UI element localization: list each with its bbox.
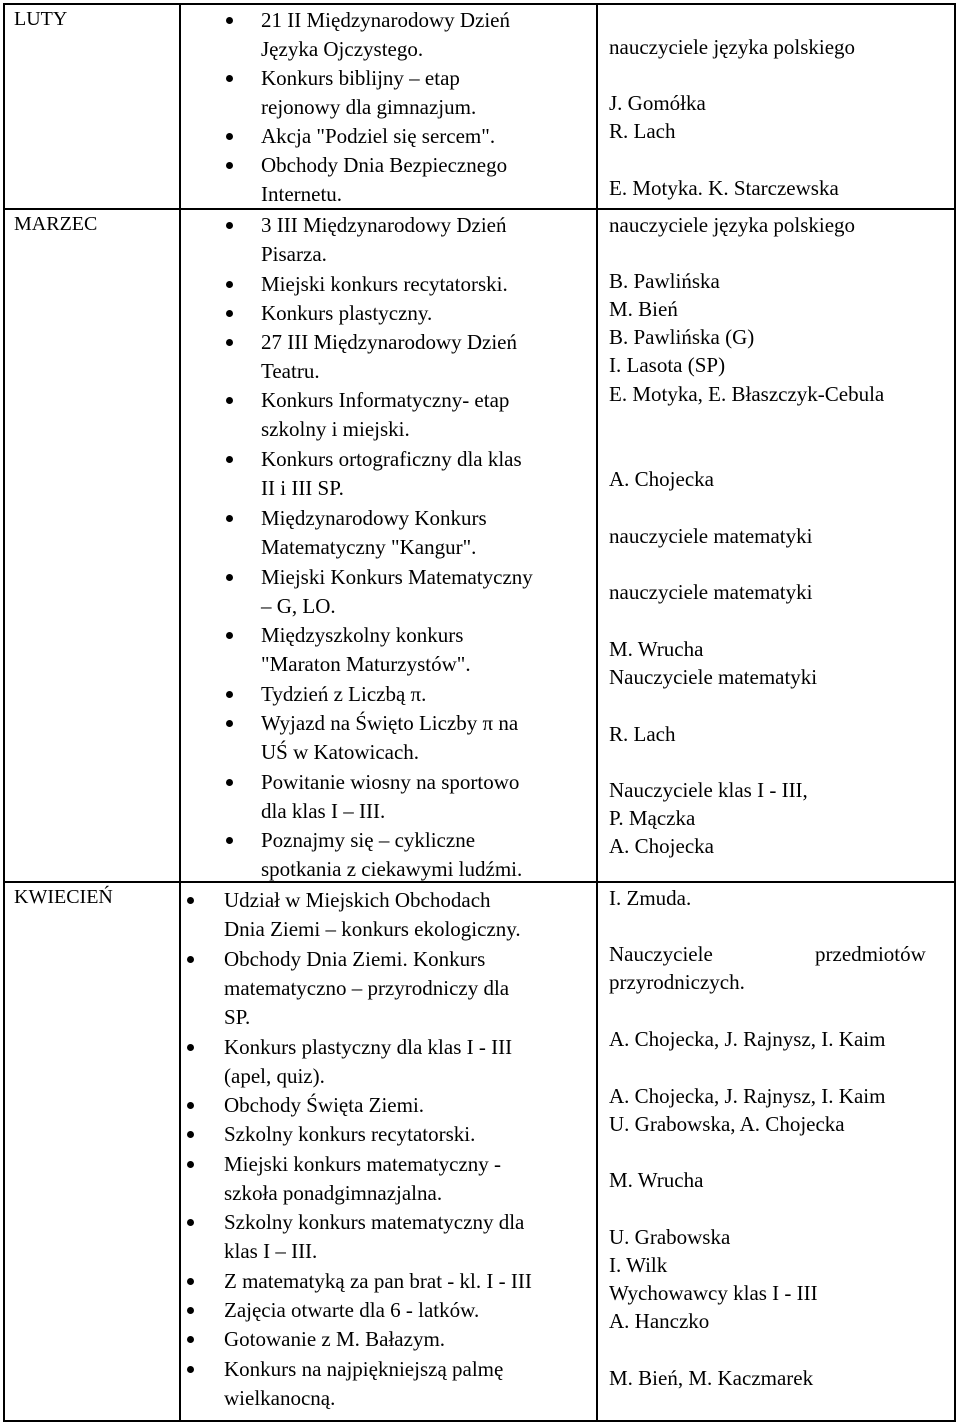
bullet-icon	[187, 1219, 194, 1226]
bullet-icon	[187, 1336, 194, 1343]
responsible-line: Nauczyciele	[609, 942, 713, 966]
month-label-marzec: MARZEC	[14, 213, 98, 235]
row-divider-luty-marzec	[3, 208, 956, 210]
responsible-line: R. Lach	[609, 119, 676, 143]
responsible-line: Nauczyciele klas I - III,	[609, 778, 808, 802]
bullet-icon	[226, 574, 233, 581]
event-line: Wyjazd na Święto Liczby π na	[261, 711, 519, 735]
event-line: Konkurs plastyczny.	[261, 301, 433, 325]
responsible-line: E. Motyka. K. Starczewska	[609, 176, 839, 200]
responsible-line: nauczyciele języka polskiego	[609, 35, 856, 59]
responsible-line: M. Bień, M. Kaczmarek	[609, 1366, 814, 1390]
event-line: Obchody Święta Ziemi.	[224, 1093, 425, 1117]
bullet-icon	[226, 162, 233, 169]
event-line: Tydzień z Liczbą π.	[261, 682, 427, 706]
event-line: 27 III Międzynarodowy Dzień	[261, 330, 517, 354]
event-line: Konkurs ortograficzny dla klas	[261, 447, 522, 471]
responsible-line: A. Hanczko	[609, 1309, 710, 1333]
bullet-icon	[226, 632, 233, 639]
responsible-line: U. Grabowska	[609, 1225, 731, 1249]
bullet-icon	[226, 222, 233, 229]
table-border-top	[3, 3, 956, 5]
event-line: SP.	[224, 1005, 251, 1029]
bullet-icon	[226, 456, 233, 463]
event-line: Szkolny konkurs matematyczny dla	[224, 1210, 525, 1234]
responsible-line: J. Gomółka	[609, 91, 706, 115]
bullet-icon	[226, 17, 233, 24]
bullet-icon	[226, 720, 233, 727]
event-line: "Maraton Maturzystów".	[261, 652, 471, 676]
bullet-icon	[226, 75, 233, 82]
event-line: Gotowanie z M. Bałazym.	[224, 1327, 446, 1351]
event-line: Konkurs na najpiękniejszą palmę	[224, 1357, 504, 1381]
bullet-icon	[226, 281, 233, 288]
event-line: Internetu.	[261, 182, 343, 206]
bullet-icon	[187, 1307, 194, 1314]
bullet-icon	[226, 339, 233, 346]
bullet-icon	[187, 1131, 194, 1138]
month-label-luty: LUTY	[14, 8, 68, 30]
event-line: Matematyczny "Kangur".	[261, 535, 477, 559]
bullet-icon	[187, 1366, 194, 1373]
event-line: spotkania z ciekawymi ludźmi.	[261, 857, 523, 881]
event-line: rejonowy dla gimnazjum.	[261, 95, 477, 119]
responsible-line: U. Grabowska, A. Chojecka	[609, 1112, 845, 1136]
table-border-bottom	[3, 1420, 956, 1422]
event-line: matematyczno – przyrodniczy dla	[224, 976, 510, 1000]
event-line: Z matematyką za pan brat - kl. I - III	[224, 1269, 532, 1293]
responsible-line: Wychowawcy klas I - III	[609, 1281, 818, 1305]
responsible-line: B. Pawlińska (G)	[609, 325, 755, 349]
responsible-line: M. Bień	[609, 297, 678, 321]
bullet-icon	[187, 1278, 194, 1285]
responsible-line: I. Zmuda.	[609, 886, 692, 910]
event-line: Dnia Ziemi – konkurs ekologiczny.	[224, 917, 521, 941]
event-line: Miejski konkurs recytatorski.	[261, 272, 508, 296]
responsible-line: M. Wrucha	[609, 1168, 704, 1192]
responsible-line: A. Chojecka, J. Rajnysz, I. Kaim	[609, 1084, 886, 1108]
event-line: Obchody Dnia Ziemi. Konkurs	[224, 947, 486, 971]
bullet-icon	[226, 779, 233, 786]
responsible-line: I. Wilk	[609, 1253, 668, 1277]
responsible-line: E. Motyka, E. Błaszczyk-Cebula	[609, 382, 885, 406]
month-label-kwiecien: KWIECIEŃ	[14, 886, 113, 908]
event-line: szkolny i miejski.	[261, 417, 410, 441]
responsible-line: B. Pawlińska	[609, 269, 720, 293]
responsible-line: I. Lasota (SP)	[609, 353, 726, 377]
bullet-icon	[187, 1102, 194, 1109]
bullet-icon	[187, 1161, 194, 1168]
event-line: Powitanie wiosny na sportowo	[261, 770, 520, 794]
event-line: Teatru.	[261, 359, 320, 383]
responsible-line: R. Lach	[609, 722, 676, 746]
event-line: Szkolny konkurs recytatorski.	[224, 1122, 476, 1146]
responsible-line: przyrodniczych.	[609, 970, 745, 994]
event-line: Konkurs Informatyczny- etap	[261, 388, 510, 412]
event-line: Obchody Dnia Bezpiecznego	[261, 153, 508, 177]
responsible-line: nauczyciele języka polskiego	[609, 213, 856, 237]
bullet-icon	[226, 133, 233, 140]
bullet-icon	[226, 515, 233, 522]
event-line: Poznajmy się – cykliczne	[261, 828, 476, 852]
event-line: Miejski Konkurs Matematyczny	[261, 565, 533, 589]
event-line: – G, LO.	[261, 594, 336, 618]
bullet-icon	[226, 837, 233, 844]
event-line: dla klas I – III.	[261, 799, 386, 823]
event-line: Konkurs plastyczny dla klas I - III	[224, 1035, 513, 1059]
bullet-icon	[187, 1044, 194, 1051]
event-line: klas I – III.	[224, 1239, 318, 1263]
bullet-icon	[226, 691, 233, 698]
table-divider-col2	[596, 3, 598, 1422]
responsible-line: A. Chojecka	[609, 467, 714, 491]
table-border-left	[3, 3, 5, 1422]
event-line: 21 II Międzynarodowy Dzień	[261, 8, 511, 32]
event-line: szkoła ponadgimnazjalna.	[224, 1181, 443, 1205]
event-line: Miejski konkurs matematyczny -	[224, 1152, 502, 1176]
bullet-icon	[187, 956, 194, 963]
bullet-icon	[226, 397, 233, 404]
responsible-line: M. Wrucha	[609, 637, 704, 661]
event-line: 3 III Międzynarodowy Dzień	[261, 213, 507, 237]
event-line: Konkurs biblijny – etap	[261, 66, 460, 90]
event-line: Zajęcia otwarte dla 6 - latków.	[224, 1298, 480, 1322]
responsible-line: P. Mączka	[609, 806, 696, 830]
table-border-right	[954, 3, 956, 1422]
responsible-line: Nauczyciele matematyki	[609, 665, 818, 689]
event-line: Akcja "Podziel się sercem".	[261, 124, 496, 148]
event-line: wielkanocną.	[224, 1386, 336, 1410]
event-line: Języka Ojczystego.	[261, 37, 424, 61]
event-line: Pisarza.	[261, 242, 327, 266]
bullet-icon	[226, 310, 233, 317]
responsible-line: A. Chojecka	[609, 834, 714, 858]
responsible-line: A. Chojecka, J. Rajnysz, I. Kaim	[609, 1027, 886, 1051]
event-line: II i III SP.	[261, 476, 344, 500]
table-divider-col1	[179, 3, 181, 1422]
responsible-line: nauczyciele matematyki	[609, 580, 813, 604]
bullet-icon	[187, 897, 194, 904]
event-line: Międzyszkolny konkurs	[261, 623, 464, 647]
event-line: Udział w Miejskich Obchodach	[224, 888, 491, 912]
event-line: Międzynarodowy Konkurs	[261, 506, 487, 530]
responsible-line: nauczyciele matematyki	[609, 524, 813, 548]
responsible-line: przedmiotów	[815, 942, 926, 966]
event-line: UŚ w Katowicach.	[261, 740, 420, 764]
event-line: (apel, quiz).	[224, 1064, 325, 1088]
